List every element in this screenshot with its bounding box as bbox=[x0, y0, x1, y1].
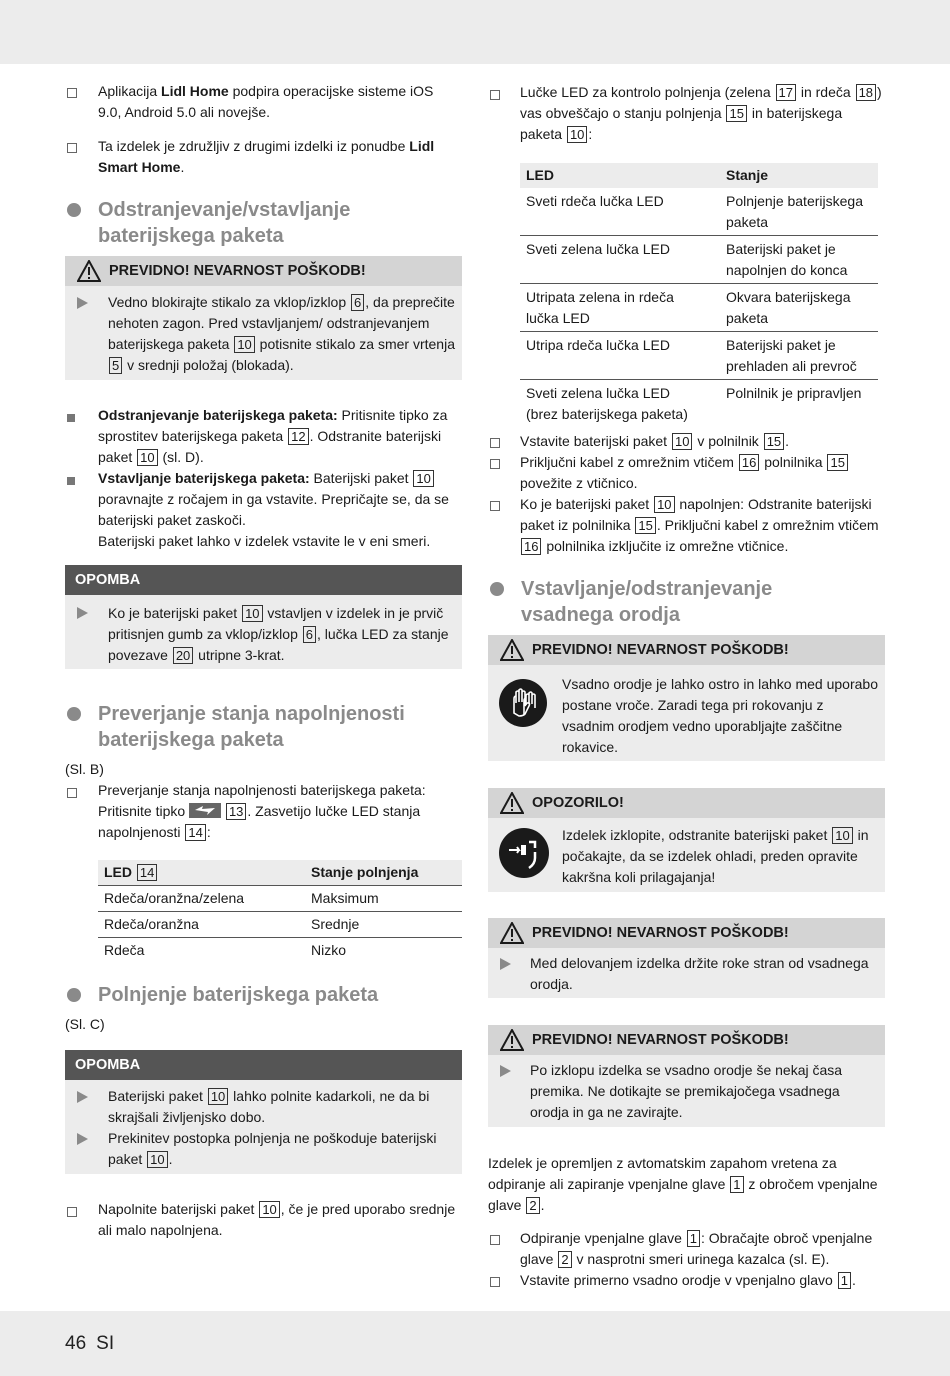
square-bullet bbox=[67, 411, 75, 425]
note-header: OPOMBA bbox=[65, 1050, 462, 1080]
chuck-intro-text: Izdelek je opremljen z avtomatskim zapahom vretena za odpiranje ali zapiranje vpenjalne glave 1 z obročem vpenjalne glave 2 . bbox=[488, 1155, 878, 1213]
warning-triangle-icon bbox=[500, 792, 524, 814]
checkbox-bullet bbox=[490, 437, 500, 451]
gloves-icon bbox=[499, 679, 547, 727]
warning-header bbox=[488, 918, 885, 948]
page-number-value: 46 bbox=[65, 1333, 87, 1354]
table-row bbox=[98, 886, 462, 912]
table-cell: Sveti rdeča lučka LED bbox=[520, 188, 720, 236]
checkbox-bullet bbox=[490, 89, 500, 103]
arrow-bullet-icon bbox=[500, 958, 511, 970]
table-cell: Sveti zelena lučka LED bbox=[520, 236, 720, 284]
table-header-row bbox=[520, 163, 878, 188]
warning-title: PREVIDNO! NEVARNOST POŠKODB! bbox=[109, 263, 366, 279]
table-header-row bbox=[98, 860, 462, 886]
charger-led-table bbox=[520, 163, 878, 427]
arrow-bullet-icon bbox=[77, 607, 88, 619]
page-language: SI bbox=[96, 1333, 115, 1354]
note-text-1: Baterijski paket 10 lahko polnite kadarkoli, ne da bi skrajšali življenjsko dobo. bbox=[108, 1088, 430, 1125]
table-row bbox=[520, 380, 878, 428]
table-row bbox=[520, 188, 878, 236]
warning-text: Vedno blokirajte stikalo za vklop/izklop 6 , da preprečite nehoten zagon. Pred vstavljanjem/ odstranjevanjem baterijskega paketa 10 potisnite stikalo za smer vrtenja 5 v srednji položaj (blokada). bbox=[108, 294, 455, 373]
step-remove-text: Odstranjevanje baterijskega paketa: Pritisnite tipko za sprostitev baterijskega paketa 12 . Odstranite baterijski paket 10 (sl. D). bbox=[98, 407, 448, 465]
note-text: Ko je baterijski paket 10 vstavljen v izdelek in je prvič pritisnjen gumb za vklop/izklop 6 , lučka LED za stanje povezave 20 utripne 3-krat. bbox=[108, 605, 449, 663]
warning-title: PREVIDNO! NEVARNOST POŠKODB! bbox=[532, 1032, 789, 1048]
heading-dot-icon bbox=[67, 707, 81, 721]
warning-header bbox=[488, 1025, 885, 1055]
step-insert-text: Vstavljanje baterijskega paketa: Baterijski paket 10 poravnajte z ročajem in ga vstavite. Prepričajte se, da se baterijski paket zaskoči. Baterijski paket lahko v izdelek vstavite le v eni smeri. bbox=[98, 470, 449, 549]
table-cell: Polnilnik je pripravljen bbox=[726, 385, 862, 401]
intro-text-2: Ta izdelek je združljiv z drugimi izdelki iz ponudbe Lidl Smart Home. bbox=[98, 138, 435, 175]
warning-box-2 bbox=[488, 635, 885, 761]
charge-step-3: Ko je baterijski paket 10 napolnjen: Odstranite baterijski paket iz polnilnika 15 . Priključni kabel z omrežnim vtičem 16 polnilnika izključite iz omrežne vtičnice. bbox=[520, 496, 879, 554]
footer-band bbox=[0, 1311, 950, 1376]
table-cell: Nizko bbox=[311, 942, 347, 958]
table-cell: Baterijski paket je napolnjen do konca bbox=[720, 236, 878, 284]
heading-dot-icon bbox=[67, 203, 81, 217]
table-cell: Baterijski paket je prehladen ali prevroč bbox=[720, 332, 878, 380]
checkbox-bullet bbox=[67, 1206, 77, 1220]
warning-header bbox=[488, 635, 885, 665]
checkbox-bullet bbox=[490, 1234, 500, 1248]
unplug-icon bbox=[499, 828, 549, 878]
table-cell: Okvara baterijskega paketa bbox=[720, 284, 878, 332]
chuck-step-1: Odpiranje vpenjalne glave 1 : Obračajte obroč vpenjalne glave 2 v nasprotni smeri urinega kazalca (sl. E). bbox=[520, 1230, 873, 1267]
charge-level-table bbox=[98, 860, 462, 963]
table-row bbox=[98, 912, 462, 938]
charge-check-text: Preverjanje stanja napolnjenosti baterijskega paketa: Pritisnite tipko 13 . Zasvetijo lučke LED stanja napolnjenosti 14 : bbox=[98, 782, 426, 840]
warning-triangle-icon bbox=[500, 639, 524, 661]
warning-box-5 bbox=[488, 1025, 885, 1127]
checkbox-bullet bbox=[67, 142, 77, 156]
heading-dot-icon bbox=[490, 582, 504, 596]
table-row bbox=[98, 938, 462, 964]
warning-text: Izdelek izklopite, odstranite baterijski paket 10 in počakajte, da se izdelek ohladi, preden opravite kakršna koli prilagajanja! bbox=[562, 827, 869, 885]
table-cell: Rdeča bbox=[104, 942, 145, 958]
section-title-charge-state: Preverjanje stanja napolnjenosti baterijskega paketa bbox=[98, 703, 405, 751]
page-number bbox=[65, 1333, 124, 1355]
warning-header bbox=[488, 788, 885, 818]
warning-triangle-icon bbox=[500, 922, 524, 944]
led-intro-text: Lučke LED za kontrolo polnjenja (zelena 17 in rdeča 18 ) vas obveščajo o stanju polnjenja 15 in baterijskega paketa 10 : bbox=[520, 84, 882, 142]
warning-header bbox=[65, 256, 462, 286]
table-header-led: LED 14 bbox=[98, 860, 305, 886]
chuck-step-2: Vstavite primerno vsadno orodje v vpenjalno glavo 1 . bbox=[520, 1272, 856, 1288]
warning-box-3 bbox=[488, 788, 885, 892]
warning-title: PREVIDNO! NEVARNOST POŠKODB! bbox=[532, 925, 789, 941]
table-cell: Maksimum bbox=[305, 886, 462, 912]
checkbox-bullet bbox=[67, 787, 77, 801]
note-text-2: Prekinitev postopka polnjenja ne poškoduje baterijski paket 10 . bbox=[108, 1130, 437, 1167]
charge-text: Napolnite baterijski paket 10 , če je pred uporabo srednje ali malo napolnjena. bbox=[98, 1201, 456, 1238]
warning-triangle-icon bbox=[77, 260, 101, 282]
table-row bbox=[520, 284, 878, 332]
table-header-state: Stanje polnjenja bbox=[305, 860, 462, 886]
warning-title: PREVIDNO! NEVARNOST POŠKODB! bbox=[532, 642, 789, 658]
checkbox-bullet bbox=[67, 87, 77, 101]
checkbox-bullet bbox=[490, 500, 500, 514]
heading-dot-icon bbox=[67, 988, 81, 1002]
table-cell: Polnjenje baterijskega paketa bbox=[720, 188, 878, 236]
square-bullet bbox=[67, 474, 75, 488]
section-title-tool: Vstavljanje/odstranjevanje vsadnega orodja bbox=[521, 578, 773, 626]
charge-step-2: Priključni kabel z omrežnim vtičem 16 polnilnika 15 povežite z vtičnico. bbox=[520, 452, 885, 494]
table-cell: Utripa rdeča lučka LED bbox=[520, 332, 720, 380]
warning-title: OPOZORILO! bbox=[532, 795, 624, 811]
checkbox-bullet bbox=[490, 458, 500, 472]
arrow-bullet-icon bbox=[77, 297, 88, 309]
warning-box-4 bbox=[488, 918, 885, 998]
note-box-2 bbox=[65, 1050, 462, 1174]
checkbox-bullet bbox=[490, 1276, 500, 1290]
figure-ref: (Sl. B) bbox=[65, 761, 104, 777]
charge-step-1: Vstavite baterijski paket 10 v polnilnik 15 . bbox=[520, 433, 790, 449]
table-header-led: LED bbox=[520, 163, 720, 188]
section-title-battery: Odstranjevanje/vstavljanje baterijskega paketa bbox=[98, 199, 351, 247]
battery-button-icon bbox=[189, 803, 221, 818]
warning-triangle-icon bbox=[500, 1029, 524, 1051]
table-cell: Rdeča/oranžna bbox=[98, 912, 305, 938]
table-row bbox=[520, 236, 878, 284]
table-row bbox=[520, 332, 878, 380]
table-cell: Srednje bbox=[305, 912, 462, 938]
intro-text-1: Aplikacija Lidl Home podpira operacijske sisteme iOS 9.0, Android 5.0 ali novejše. bbox=[98, 83, 434, 120]
arrow-bullet-icon bbox=[77, 1091, 88, 1103]
table-cell: Sveti zelena lučka LED (brez baterijskega paketa) bbox=[526, 385, 688, 422]
figure-ref: (Sl. C) bbox=[65, 1016, 105, 1032]
table-cell: Utripata zelena in rdeča lučka LED bbox=[520, 284, 720, 332]
table-header-state: Stanje bbox=[720, 163, 878, 188]
warning-box-1 bbox=[65, 256, 462, 380]
header-band bbox=[0, 0, 950, 64]
arrow-bullet-icon bbox=[77, 1133, 88, 1145]
warning-text: Med delovanjem izdelka držite roke stran od vsadnega orodja. bbox=[530, 955, 869, 992]
note-header: OPOMBA bbox=[65, 565, 462, 595]
table-cell: Rdeča/oranžna/zelena bbox=[98, 886, 305, 912]
warning-text: Vsadno orodje je lahko ostro in lahko med uporabo postane vroče. Zaradi tega pri rokovanju z vsadnim orodjem vedno uporabljajte zaščitne rokavice. bbox=[562, 676, 878, 755]
section-title-charging: Polnjenje baterijskega paketa bbox=[98, 984, 379, 1006]
arrow-bullet-icon bbox=[500, 1065, 511, 1077]
note-box-1 bbox=[65, 565, 462, 669]
warning-text: Po izklopu izdelka se vsadno orodje še nekaj časa premika. Ne dotikajte se premikajočega vsadnega orodja in ga ne zavirajte. bbox=[530, 1062, 843, 1120]
